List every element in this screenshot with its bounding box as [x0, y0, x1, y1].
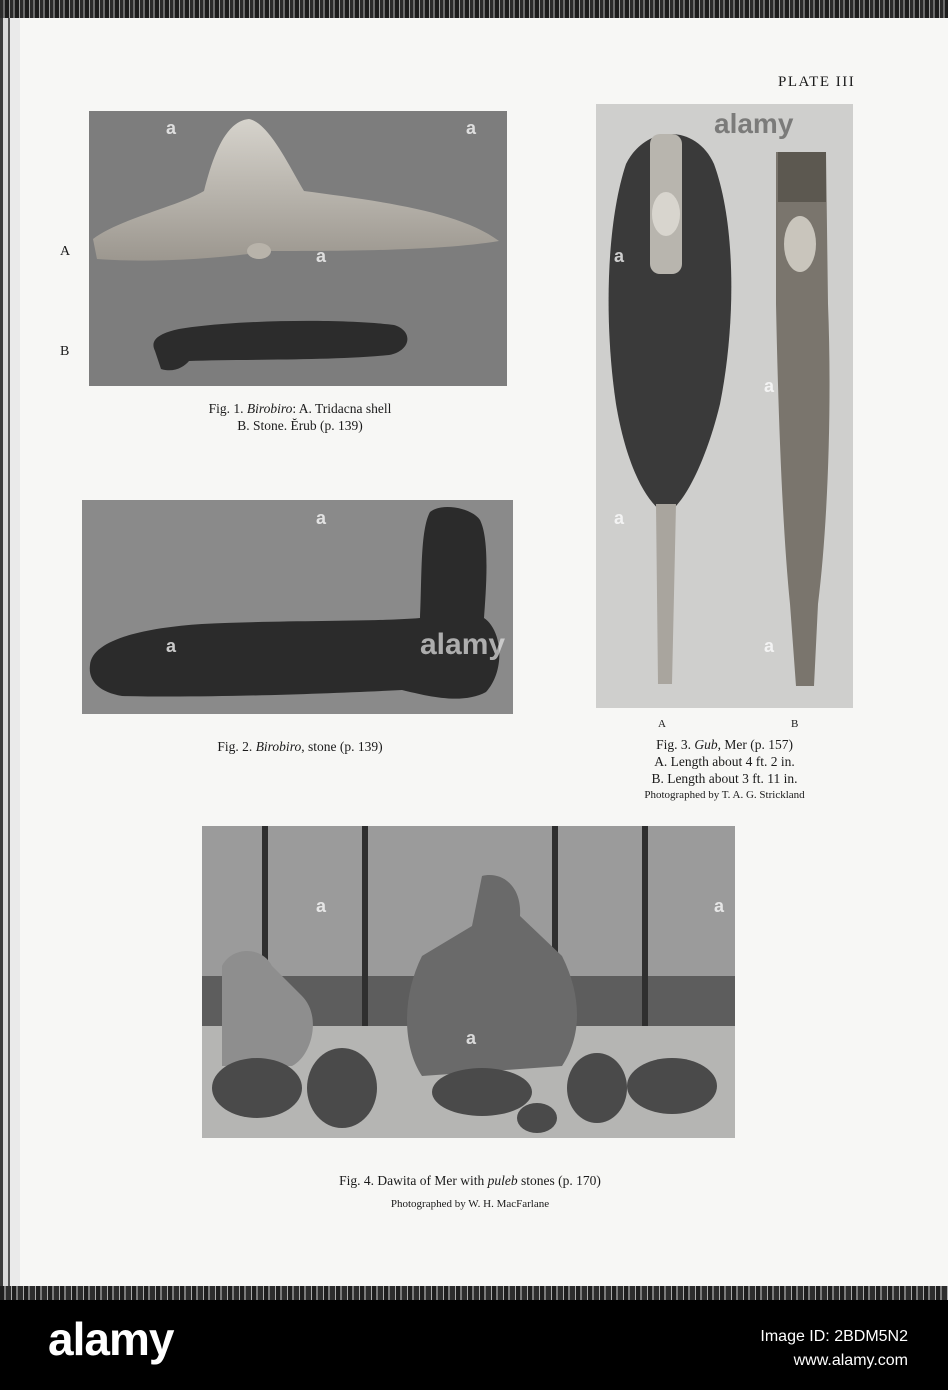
fig4-caption-prefix: Fig. 4. Dawita of Mer with: [339, 1173, 485, 1188]
alamy-a-icon: a: [316, 896, 327, 916]
fig1-photo: [89, 111, 507, 386]
fig2-caption-prefix: Fig. 2.: [217, 739, 253, 754]
scan-binding-edge: [0, 18, 20, 1293]
fig3-letter-a: A: [658, 718, 666, 730]
alamy-a-icon: a: [764, 376, 775, 396]
alamy-a-icon: a: [166, 118, 177, 138]
fig3-length-b: B. Length about 3 ft. 11 in.: [651, 771, 798, 786]
alamy-a-icon: a: [316, 246, 327, 266]
fig3-caption: [596, 736, 853, 804]
fig1-caption-prefix: Fig. 1.: [208, 401, 244, 416]
fig2-caption-italic: Birobiro: [255, 739, 302, 754]
fig4-caption-suffix: stones (p. 170): [520, 1173, 601, 1188]
fig1-caption-italic: Birobiro: [246, 401, 293, 416]
alamy-a-icon: a: [166, 636, 177, 656]
alamy-a-icon: a: [714, 896, 725, 916]
fig4-caption-italic: puleb: [487, 1173, 518, 1188]
alamy-a-icon: a: [614, 246, 625, 266]
fig3-credit: Photographed by T. A. G. Strickland: [644, 789, 805, 801]
alamy-a-icon: a: [764, 636, 775, 656]
fig2-caption: [140, 738, 460, 755]
alamy-a-icon: a: [316, 508, 327, 528]
image-id: Image ID: 2BDM5N2: [760, 1328, 908, 1345]
alamy-logo[interactable]: alamy: [48, 1313, 174, 1365]
fig3-caption-prefix: Fig. 3.: [656, 737, 691, 752]
alamy-a-icon: a: [466, 118, 477, 138]
fig3-length-a: A. Length about 4 ft. 2 in.: [654, 754, 795, 769]
banner-info: [760, 1325, 908, 1373]
fig1-caption: [120, 400, 480, 434]
fig4-caption: [200, 1172, 740, 1189]
fig3-letter-b: B: [791, 718, 799, 730]
fig4-credit: Photographed by W. H. MacFarlane: [390, 1198, 550, 1210]
fig1-caption-line2: B. Stone. Ĕrub (p. 139): [237, 418, 363, 433]
fig3-caption-suffix: , Mer (p. 157): [717, 737, 793, 752]
alamy-watermark: alamy: [714, 108, 794, 139]
fig2-photo: [82, 500, 513, 714]
site-link[interactable]: www.alamy.com: [793, 1352, 908, 1369]
fig1-letter-a: A: [60, 244, 71, 259]
scan-edge-top: [0, 0, 948, 18]
fig3-photo: [596, 104, 853, 708]
fig2-caption-suffix: , stone (p. 139): [301, 739, 383, 754]
fig3-caption-italic: Gub: [694, 737, 718, 752]
alamy-a-icon: a: [614, 508, 625, 528]
plate-label: PLATE III: [778, 74, 856, 90]
fig1-letter-b: B: [60, 344, 70, 359]
alamy-a-icon: a: [466, 1028, 477, 1048]
fig4-photo: [202, 826, 735, 1138]
scan-edge-bottom: [0, 1286, 948, 1300]
fig1-caption-suffix: : A. Tridacna shell: [292, 401, 392, 416]
alamy-watermark: alamy: [420, 628, 506, 661]
